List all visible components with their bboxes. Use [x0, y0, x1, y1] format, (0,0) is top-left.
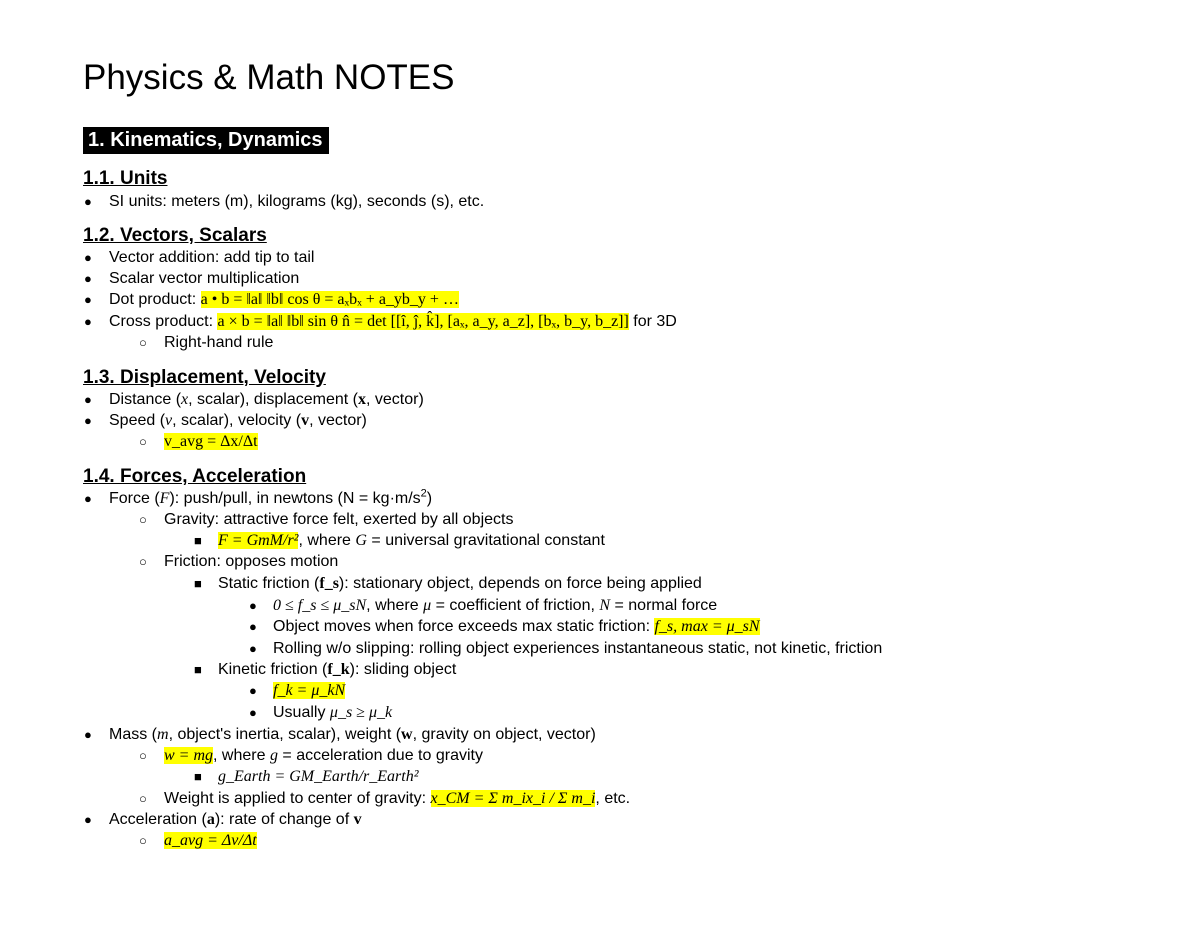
list-item: SI units: meters (m), kilograms (kg), seconds (s), etc. [109, 193, 485, 210]
bullet-icon: ● [84, 727, 92, 742]
list-item: Rolling w/o slipping: rolling object experiences instantaneous static, not kinetic, friction [273, 640, 883, 657]
circle-bullet-icon: ○ [139, 748, 147, 763]
list-item: F = GmM/r², where G = universal gravitational constant [218, 532, 605, 549]
list-item: Speed (v, scalar), velocity (v, vector) [109, 412, 367, 429]
kinetic-friction-formula: f_k = μ_kN [273, 682, 346, 699]
bullet-icon: ● [84, 392, 92, 407]
list-item: Right-hand rule [164, 334, 274, 351]
page-title: Physics & Math NOTES [83, 58, 455, 97]
list-item [164, 432, 258, 452]
gravity-formula: F = GmM/r² [218, 532, 299, 549]
list-item: Cross product: a × b = ‖a‖ ‖b‖ sin θ n̂ = det [[î, ĵ, k̂], [aₓ, a_y, a_z], [bₓ, b_y, b_z]] for 3D [109, 313, 677, 330]
weight-formula: w = mg [164, 747, 214, 764]
max-static-friction-formula: f_s, max = μ_sN [654, 618, 760, 635]
bullet-icon: ● [84, 194, 92, 209]
circle-bullet-icon: ○ [139, 791, 147, 806]
avg-acceleration-formula: a_avg = Δv/Δt [164, 832, 257, 849]
circle-bullet-icon: ○ [139, 335, 147, 350]
list-item: Vector addition: add tip to tail [109, 249, 315, 266]
bullet-icon: ● [249, 598, 257, 613]
dot-product-formula: a • b = ‖a‖ ‖b‖ cos θ = aₓbₓ + a_yb_y + … [200, 291, 459, 308]
bullet-icon: ● [84, 314, 92, 329]
subsection-displacement: 1.3. Displacement, Velocity [83, 367, 326, 388]
list-item: Scalar vector multiplication [109, 270, 300, 287]
circle-bullet-icon: ○ [139, 833, 147, 848]
list-item: Usually μ_s ≥ μ_k [273, 704, 393, 721]
avg-velocity-formula: v_avg = Δx/Δt [164, 433, 258, 450]
square-bullet-icon: ■ [194, 533, 202, 548]
list-item: g_Earth = GM_Earth/r_Earth² [218, 768, 419, 785]
list-item: Force (F): push/pull, in newtons $(N = kg\cdot m/s^2)$ [109, 487, 433, 507]
bullet-icon: ● [84, 250, 92, 265]
subsection-units: 1.1. Units [83, 168, 168, 189]
list-item: Distance (x, scalar), displacement (x, vector) [109, 391, 424, 408]
subsection-vectors: 1.2. Vectors, Scalars [83, 225, 267, 246]
cross-product-formula: a × b = ‖a‖ ‖b‖ sin θ n̂ = det [[î, ĵ, k̂], [aₓ, a_y, a_z], [bₓ, b_y, b_z]] [217, 313, 629, 330]
square-bullet-icon: ■ [194, 769, 202, 784]
square-bullet-icon: ■ [194, 662, 202, 677]
section-heading: 1. Kinematics, Dynamics [83, 127, 329, 154]
bullet-icon: ● [249, 619, 257, 634]
list-item [273, 681, 345, 701]
list-item: Gravity: attractive force felt, exerted by all objects [164, 511, 514, 528]
bullet-icon: ● [249, 683, 257, 698]
list-item: Friction: opposes motion [164, 553, 339, 570]
bullet-icon: ● [84, 812, 92, 827]
list-item: Mass (m, object's inertia, scalar), weight (w, gravity on object, vector) [109, 726, 596, 743]
circle-bullet-icon: ○ [139, 512, 147, 527]
list-item: Acceleration (a): rate of change of v [109, 811, 362, 828]
list-item: Dot product: a • b = ‖a‖ ‖b‖ cos θ = aₓbₓ + a_yb_y + … [109, 291, 459, 308]
square-bullet-icon: ■ [194, 576, 202, 591]
bullet-icon: ● [84, 413, 92, 428]
list-item [164, 831, 257, 851]
list-item: w = mg, where g = acceleration due to gravity [164, 747, 483, 764]
subsection-forces: 1.4. Forces, Acceleration [83, 466, 307, 487]
list-item: 0 ≤ f_s ≤ μ_sN, where μ = coefficient of friction, N = normal force [273, 597, 718, 614]
list-item: Static friction (f_s): stationary object, depends on force being applied [218, 575, 702, 592]
list-item: Kinetic friction (f_k): sliding object [218, 661, 457, 678]
bullet-icon: ● [249, 641, 257, 656]
center-of-mass-formula: x_CM = Σ m_ix_i / Σ m_i [430, 790, 596, 807]
list-item: Object moves when force exceeds max static friction: f_s, max = μ_sN [273, 618, 760, 635]
circle-bullet-icon: ○ [139, 434, 147, 449]
bullet-icon: ● [84, 491, 92, 506]
bullet-icon: ● [84, 292, 92, 307]
circle-bullet-icon: ○ [139, 554, 147, 569]
bullet-icon: ● [84, 271, 92, 286]
list-item: Weight is applied to center of gravity: x_CM = Σ m_ix_i / Σ m_i, etc. [164, 790, 631, 807]
bullet-icon: ● [249, 705, 257, 720]
